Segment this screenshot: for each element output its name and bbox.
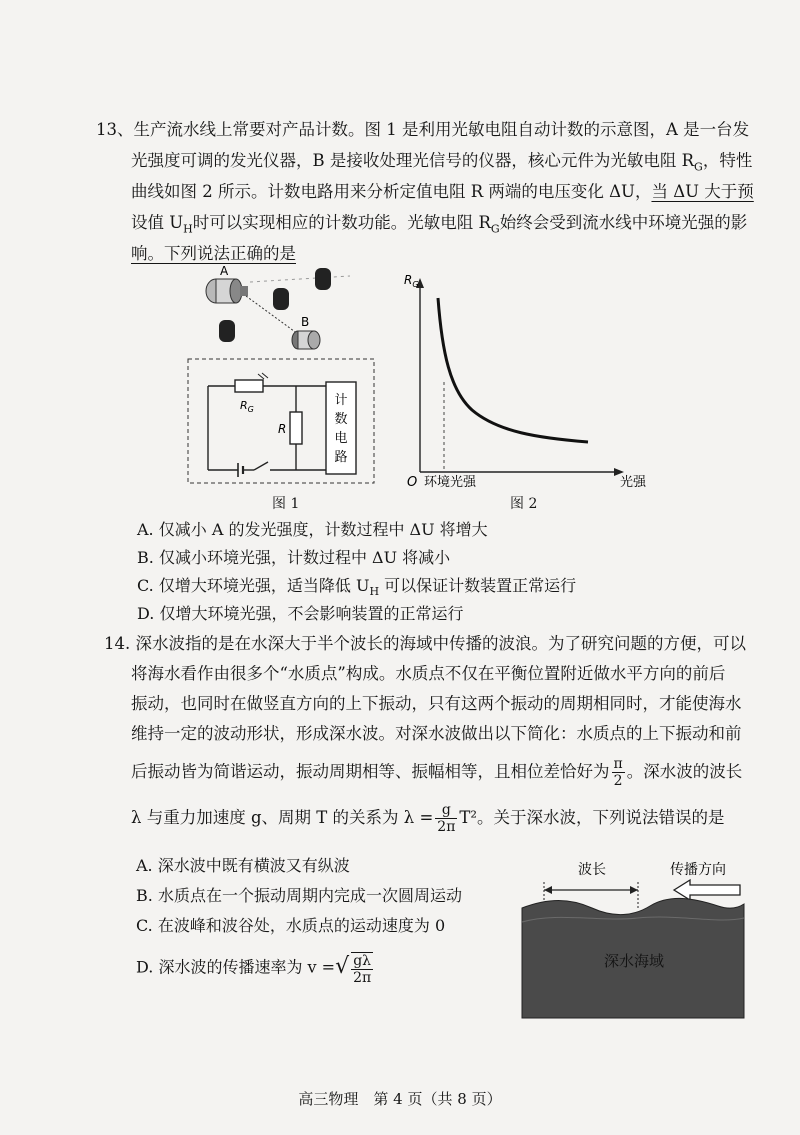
q13-option-b-text: 仅减小环境光强，计数过程中 ΔU 将减小 [158, 548, 451, 567]
q14-text-6-tail: T²。关于深水波，下列说法错误的是 [459, 808, 725, 827]
q14-option-d [136, 950, 375, 986]
q13-option-a-text: 仅减小 A 的发光强度，计数过程中 ΔU 将增大 [158, 520, 488, 539]
q13-line-1 [96, 120, 749, 140]
q14-option-b [136, 886, 462, 906]
photoresistor-rg [235, 380, 263, 392]
figure-2-caption: 图 2 [510, 496, 538, 512]
sea-label: 深水海域 [604, 952, 665, 970]
q14-option-c [136, 916, 445, 936]
resistor-r [290, 412, 302, 444]
q13-line-2 [131, 151, 752, 177]
sqrt-fraction [351, 952, 373, 986]
q14-option-c-text: 在波峰和波谷处，水质点的运动速度为 0 [157, 916, 446, 935]
deep-water-figure [518, 852, 748, 1022]
sqrt-num: gλ [351, 953, 373, 970]
q13-text-4c: 始终会受到流水线中环境光强的影 [499, 213, 748, 232]
page-footer: 高三物理 第 4 页（共 8 页） [298, 1090, 502, 1108]
sqrt-sign: √ [335, 954, 350, 979]
q13-text-3-underlined: 当 ΔU 大于预 [651, 182, 754, 201]
q14-line-6 [131, 798, 725, 838]
q14-option-b-letter: B. [136, 886, 153, 905]
fraction-g-over-2pi [435, 802, 457, 835]
q13-number: 13、 [96, 120, 134, 139]
q13-option-c-tail: 可以保证计数装置正常运行 [384, 576, 577, 595]
q13-option-b-letter: B. [137, 548, 154, 567]
q14-text-5: 后振动皆为简谐运动，振动周期相等、振幅相等，且相位差恰好为 [131, 762, 610, 781]
q14-number: 14. [104, 634, 131, 653]
label-rg: $R_G$ [240, 399, 254, 414]
q14-text-5-tail: 。深水波的波长 [626, 762, 743, 781]
q13-option-c-sub: H [369, 585, 380, 599]
q13-text-2-tail: ，特性 [702, 151, 753, 170]
ambient-light-label: 环境光强 [424, 475, 477, 490]
q14-line-5 [131, 752, 742, 792]
q14-option-d-letter: D. [136, 957, 154, 977]
q13-sub-g: G [694, 160, 703, 174]
q13-text-3: 曲线如图 2 所示。计数电路用来分析定值电阻 R 两端的电压变化 ΔU， [131, 182, 652, 201]
axis-y-label: $R_G$ [404, 273, 419, 289]
q14-text-4: 维持一定的波动形状，形成深水波。对深水波做出以下简化：水质点的上下振动和前 [131, 724, 742, 743]
figure-1-caption: 图 1 [272, 496, 300, 512]
q13-option-a [137, 520, 488, 540]
figure-1 [180, 262, 380, 502]
q14-option-a [136, 856, 350, 876]
q13-line-3 [131, 182, 754, 202]
q14-text-2: 将海水看作由很多个“水质点”构成。水质点不仅在平衡位置附近做水平方向的前后 [131, 664, 726, 683]
label-r: R [278, 422, 287, 436]
q14-line-1 [104, 634, 746, 654]
counter-char-1: 计 [334, 393, 348, 408]
q13-option-d [137, 604, 463, 624]
fraction-pi-over-2 [612, 756, 625, 789]
device-a [206, 279, 248, 303]
q13-text-2: 光强度可调的发光仪器，B 是接收处理光信号的仪器，核心元件为光敏电阻 R [131, 151, 695, 170]
device-b [292, 331, 320, 349]
q14-option-c-letter: C. [136, 916, 153, 935]
q13-option-a-letter: A. [137, 520, 154, 539]
sqrt-den: 2π [353, 969, 372, 986]
q13-text-5: 响。下列说法正确的是 [131, 244, 296, 263]
q13-text-4b: 时可以实现相应的计数功能。光敏电阻 R [192, 213, 491, 232]
product-1 [273, 288, 289, 310]
q13-text-4a: 设值 U [131, 213, 184, 232]
q14-option-a-letter: A. [136, 856, 153, 875]
product-3 [219, 320, 235, 342]
figure-2 [398, 262, 658, 492]
q14-option-d-text: 深水波的传播速率为 v = [158, 957, 336, 977]
q14-text-3: 振动，也同时在做竖直方向的上下振动，只有这两个振动的周期相同时，才能使海水 [131, 694, 742, 713]
light-beam [246, 296, 298, 334]
q14-option-b-text: 水质点在一个振动周期内完成一次圆周运动 [157, 886, 462, 905]
q13-option-c-text: 仅增大环境光强，适当降低 U [158, 576, 370, 595]
counter-char-2: 数 [334, 412, 348, 427]
frac-pi-num: π [613, 756, 623, 772]
sqrt-expression [335, 950, 375, 986]
q13-option-b [137, 548, 450, 568]
direction-arrow-icon [674, 880, 740, 900]
axis-x-label: 光强 [620, 475, 647, 490]
direction-label: 传播方向 [670, 862, 726, 878]
product-2 [315, 268, 331, 290]
rg-curve [438, 298, 588, 442]
q14-line-3 [131, 694, 742, 714]
frac-g-den: 2π [437, 819, 456, 835]
wavelength-label: 波长 [578, 862, 606, 878]
q13-sub-g-2: G [490, 222, 500, 236]
q13-text-1: 生产流水线上常要对产品计数。图 1 是利用光敏电阻自动计数的示意图，A 是一台发 [133, 120, 750, 139]
q14-text-1: 深水波指的是在水深大于半个波长的海域中传播的波浪。为了研究问题的方便，可以 [135, 634, 746, 653]
q14-option-a-text: 深水波中既有横波又有纵波 [157, 856, 350, 875]
counter-char-4: 路 [334, 450, 348, 465]
origin-label: O [407, 475, 418, 490]
q13-option-d-letter: D. [137, 604, 155, 623]
counter-char-3: 电 [334, 431, 348, 446]
q14-text-6: λ 与重力加速度 g、周期 T 的关系为 λ = [131, 808, 434, 827]
q13-option-c [137, 576, 576, 602]
q13-line-4 [131, 213, 747, 239]
q13-line-5 [131, 244, 296, 264]
label-b: B [301, 315, 310, 329]
q14-line-4 [131, 724, 742, 744]
q13-option-d-text: 仅增大环境光强，不会影响装置的正常运行 [159, 604, 464, 623]
frac-pi-den: 2 [613, 773, 623, 789]
label-a: A [220, 264, 229, 278]
q13-option-c-letter: C. [137, 576, 154, 595]
q13-sub-h: H [183, 222, 193, 236]
frac-g-num: g [435, 802, 457, 819]
q14-line-2 [131, 664, 725, 684]
